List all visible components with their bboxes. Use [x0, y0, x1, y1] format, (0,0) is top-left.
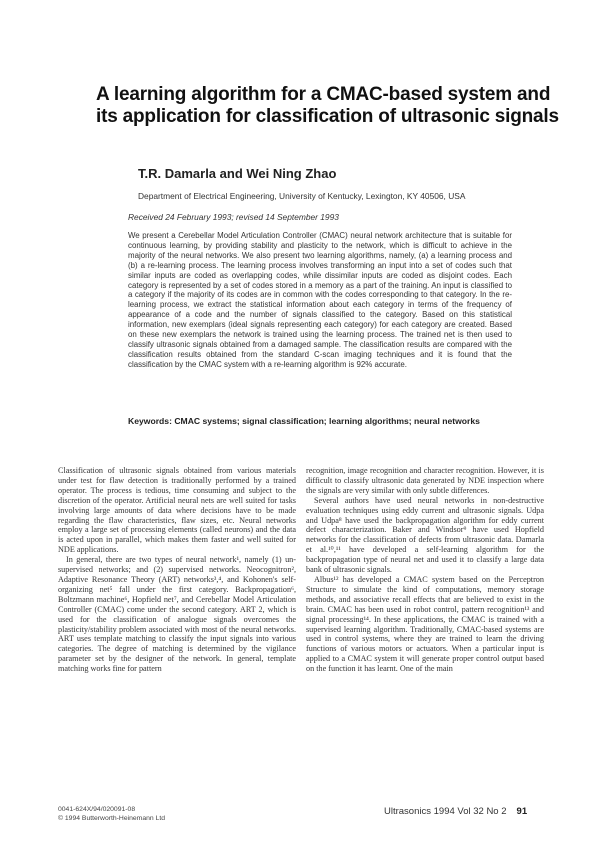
authors: T.R. Damarla and Wei Ning Zhao — [138, 166, 337, 181]
body-column-right — [306, 466, 544, 674]
page-number: 91 — [516, 806, 528, 817]
body-paragraph: Several authors have used neural networks in non-destructive evaluation techniques using eddy current and ultrasonic signals. Udpa and Udpa⁸ have used the backpropagation algorithm for eddy current defect characterization. Baker and Windsor⁹ have used Hopfield networks for the classification of defects from ultrasonic data. Damarla et al.¹⁰,¹¹ have developed a self-learning algorithm for the backpropagation type of neural net and used it to classify a large data bank of ultrasonic signals. — [306, 495, 544, 575]
body-column-left — [58, 466, 296, 674]
copyright: © 1994 Butterworth-Heinemann Ltd — [58, 815, 166, 822]
footer-publication-info — [58, 805, 165, 823]
body-paragraph: Albus¹² has developed a CMAC system based on the Perceptron Structure to simulate the kind of computations, memory storage methods, and associative recall effects that are believed to exist in the brain. CMAC has been used in robot control, pattern recognition¹³ and signal processing¹⁴. In these applications, the CMAC is trained with a supervised learning algorithm. Traditionally, CMAC-based systems are used in control systems, where they are trained to learn the driving functions of various motors or actuators. When a particular input is applied to a CMAC system it will generate proper control output based on the function it has learnt. One of the main — [306, 574, 544, 674]
journal-issue: Ultrasonics 1994 Vol 32 No 2 — [384, 806, 507, 817]
affiliation: Department of Electrical Engineering, University of Kentucky, Lexington, KY 40506, USA — [138, 191, 466, 201]
issn: 0041-624X/94/020091-08 — [58, 806, 136, 813]
body-paragraph: Classification of ultrasonic signals obtained from various materials under test for flaw detection is traditionally performed by a trained operator. The process is tedious, time consuming and subject to the discretion of the operator. Artificial neural nets are well suited for tasks involving large amounts of data where decisions have to be made regarding the flaw characteristics, flaw sizes, etc. Neural networks employ a large set of processing elements (called neurons) and the data is acted upon in parallel, which makes them faster and well suited for NDE applications. — [58, 466, 296, 555]
abstract: We present a Cerebellar Model Articulation Controller (CMAC) neural network architecture that is suitable for continuous learning, by providing stability and plasticity to the network, which is difficult to achieve in the majority of the neural networks. We also present two learning algorithms, namely, (a) a learning process and (b) a re-learning process. The learning process involves transforming an input into a set of codes such that similar inputs are coded as overlapping codes, while dissimilar inputs are coded as disjoint codes. Each category is represented by a set of codes stored in a memory as a part of the training. An input is classified to a category if the majority of its codes are in common with the codes corresponding to that category. In the re-learning process, we extract the statistical information about each category in terms of the frequency of appearance of a code and the number of signals classified to the category. Based on this statistical information, new exemplars (ideal signals representing each category) for each category are created. Based on these new exemplars the network is trained using the learning process. The trained net is then used to classify ultrasonic signals obtained from a damaged sample. The classification results are compared with the classification results obtained from the standard C-scan imaging techniques and it is found that the classification by the CMAC system with a re-learning algorithm is 92% accurate. — [128, 231, 512, 369]
body-paragraph: recognition, image recognition and character recognition. However, it is difficult to classify ultrasonic data generated by NDE inspection where the signals are very similar with only subtle differences. — [306, 466, 544, 495]
article-title: A learning algorithm for a CMAC-based system and its application for classification of ultrasonic signals — [96, 84, 559, 127]
body-paragraph: In general, there are two types of neural network¹, namely (1) un-supervised networks; and (2) supervised networks. Neocognitron², Adaptive Resonance Theory (ART) networks³,⁴, and Kohonen's self-organizing net⁵ fall under the first category. Backpropagation⁶, Boltzmann machine⁶, Hopfield net⁷, and Cerebellar Model Articulation Controller (CMAC) come under the second category. ART 2, which is used for the classification of analogue signals overcomes the plasticity/stability problem associated with most of the neural networks. ART uses template matching to classify the input signals into various categories. The degree of matching is determined by the vigilance parameter set by the designer of the network. In general, template matching works fine for pattern — [58, 555, 296, 674]
received-dates: Received 24 February 1993; revised 14 September 1993 — [128, 212, 339, 222]
footer-journal — [384, 806, 527, 817]
keywords-text: CMAC systems; signal classification; learning algorithms; neural networks — [174, 416, 480, 426]
keywords-label: Keywords: — [128, 416, 172, 426]
keywords — [128, 416, 512, 427]
